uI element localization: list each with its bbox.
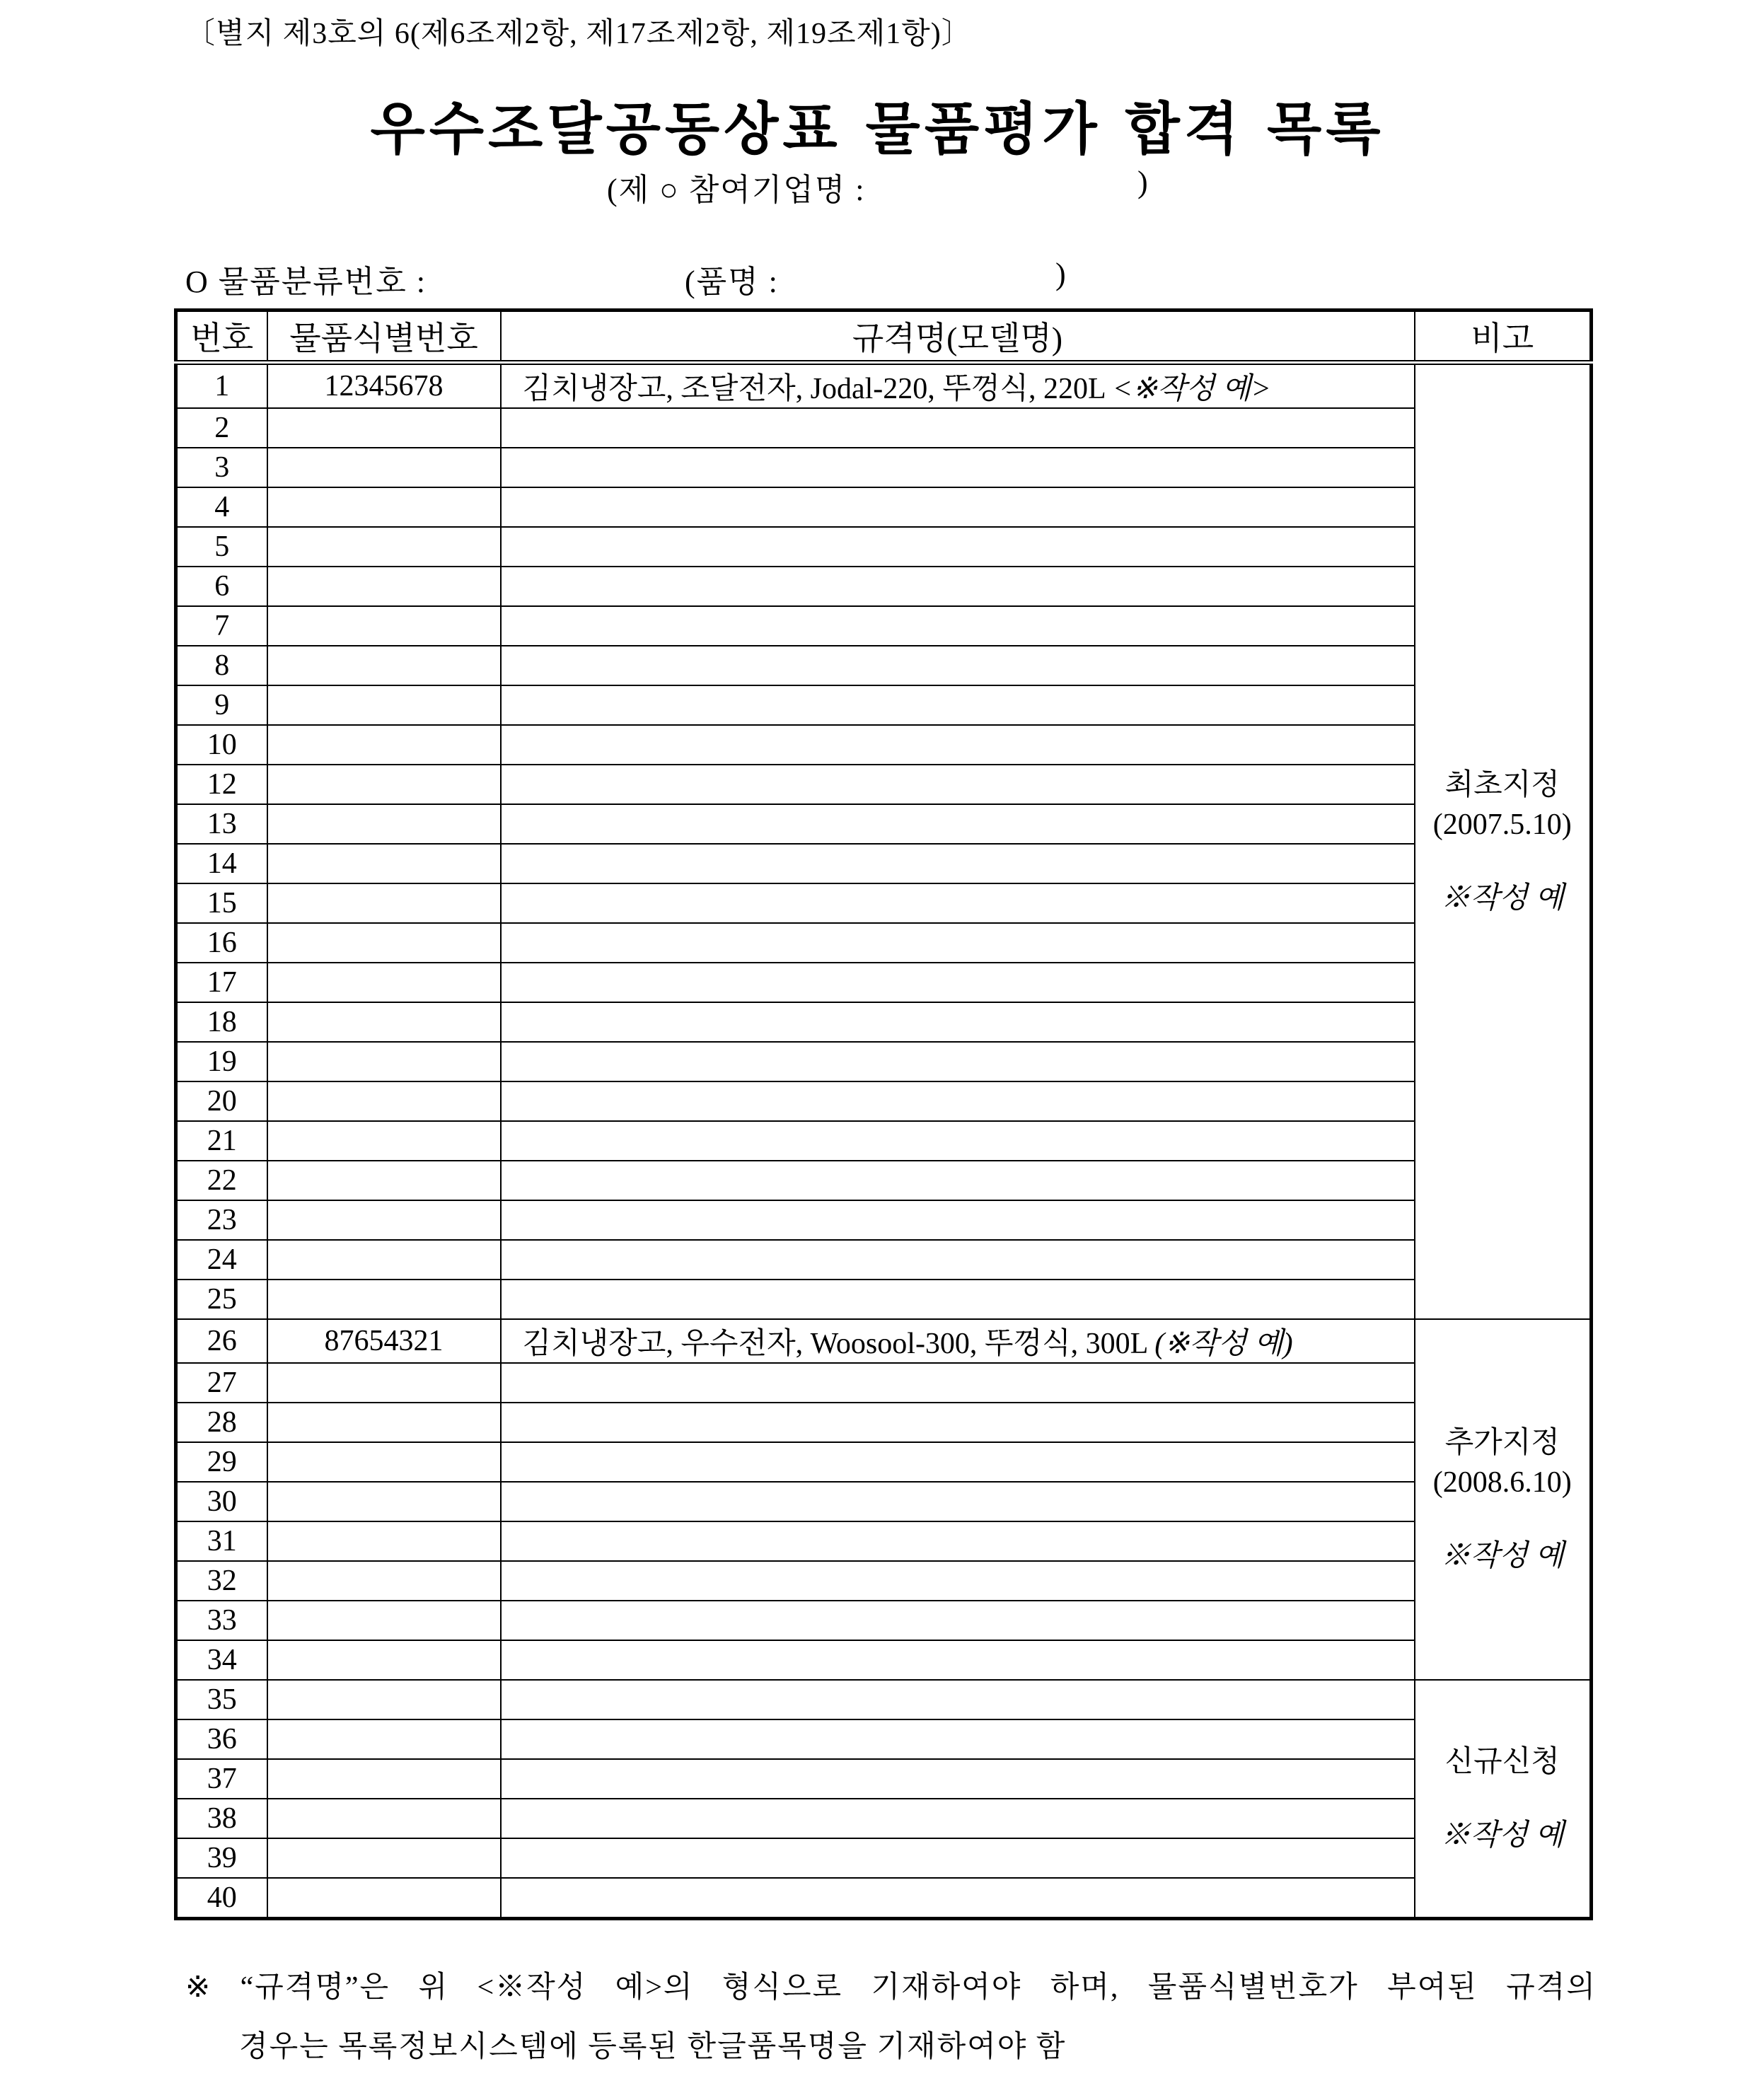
spec-name-cell[interactable] bbox=[501, 1878, 1415, 1919]
product-name-close: ) bbox=[1055, 257, 1067, 291]
item-id-cell[interactable] bbox=[267, 1280, 501, 1319]
row-number: 15 bbox=[176, 883, 267, 923]
item-id-cell[interactable] bbox=[267, 1403, 501, 1442]
row-number: 1 bbox=[176, 363, 267, 409]
item-id-cell[interactable] bbox=[267, 1240, 501, 1280]
item-id-cell[interactable] bbox=[267, 685, 501, 725]
item-id-cell[interactable] bbox=[267, 844, 501, 883]
spec-name-cell[interactable] bbox=[501, 1200, 1415, 1240]
spec-name-cell[interactable] bbox=[501, 527, 1415, 567]
item-id-cell[interactable] bbox=[267, 1121, 501, 1161]
item-id-cell[interactable] bbox=[267, 1838, 501, 1878]
item-id-cell[interactable] bbox=[267, 804, 501, 844]
row-number: 20 bbox=[176, 1081, 267, 1121]
spec-name-cell[interactable] bbox=[501, 963, 1415, 1002]
spec-name-cell[interactable] bbox=[501, 1640, 1415, 1680]
row-number: 16 bbox=[176, 923, 267, 963]
row-number: 7 bbox=[176, 606, 267, 646]
remark-example-note: ※작성 예 bbox=[1440, 1540, 1564, 1572]
footnote-word: 하며, bbox=[1050, 1971, 1120, 2004]
row-number: 18 bbox=[176, 1002, 267, 1042]
item-id-cell[interactable] bbox=[267, 646, 501, 685]
row-number: 2 bbox=[176, 408, 267, 448]
spec-name-cell[interactable] bbox=[501, 1482, 1415, 1521]
table-header-row bbox=[176, 311, 1592, 363]
table-row bbox=[176, 1878, 1592, 1919]
form-number: 〔별지 제3호의 6(제6조제2항, 제17조제2항, 제19조제1항)〕 bbox=[185, 18, 972, 50]
item-id-cell[interactable] bbox=[267, 765, 501, 804]
table-row bbox=[176, 1759, 1592, 1799]
spec-name-cell[interactable] bbox=[501, 1363, 1415, 1403]
footnote-word: 부여된 bbox=[1387, 1971, 1478, 2004]
table-row bbox=[176, 1838, 1592, 1878]
item-id-cell[interactable] bbox=[267, 963, 501, 1002]
row-number: 22 bbox=[176, 1161, 267, 1200]
row-number: 21 bbox=[176, 1121, 267, 1161]
spec-name-cell[interactable] bbox=[501, 1280, 1415, 1319]
item-id-cell[interactable] bbox=[267, 567, 501, 606]
table-row bbox=[176, 1319, 1592, 1363]
remark-label: 신규신청 bbox=[1444, 1746, 1560, 1778]
row-number: 19 bbox=[176, 1042, 267, 1081]
spec-text: 김치냉장고, 조달전자, Jodal-220, 뚜껑식, 220L bbox=[522, 373, 1113, 405]
table-row bbox=[176, 527, 1592, 567]
table-row bbox=[176, 1002, 1592, 1042]
spec-name-cell[interactable] bbox=[501, 646, 1415, 685]
spec-name-cell[interactable] bbox=[501, 606, 1415, 646]
spec-name-cell[interactable] bbox=[501, 487, 1415, 527]
spec-example-note: <※작성 예> bbox=[1112, 373, 1271, 405]
table-row bbox=[176, 1403, 1592, 1442]
spec-name-cell[interactable] bbox=[501, 804, 1415, 844]
item-id-cell[interactable] bbox=[267, 725, 501, 765]
spec-name-cell[interactable] bbox=[501, 923, 1415, 963]
item-id-cell[interactable] bbox=[267, 1002, 501, 1042]
footnote-word: 기재하여야 bbox=[871, 1971, 1022, 2004]
footnote-word: 위 bbox=[418, 1971, 449, 2004]
footnote-word: “규격명”은 bbox=[240, 1971, 390, 2004]
footnote-word: <※작성 bbox=[477, 1971, 587, 2004]
row-number: 4 bbox=[176, 487, 267, 527]
table-row bbox=[176, 408, 1592, 448]
footnote bbox=[185, 1958, 1597, 2077]
footnote-word: ※ bbox=[185, 1971, 212, 2004]
spec-name-cell[interactable] bbox=[501, 1799, 1415, 1838]
table-row bbox=[176, 1363, 1592, 1403]
participant-company-label: (제 ○ 참여기업명 : bbox=[607, 173, 866, 207]
table-row bbox=[176, 1442, 1592, 1482]
remark-cell bbox=[1415, 1680, 1592, 1919]
item-id-cell[interactable]: 12345678 bbox=[267, 363, 501, 409]
row-number: 35 bbox=[176, 1680, 267, 1719]
classification-line bbox=[185, 256, 1176, 298]
classification-number-label: O 물품분류번호 : bbox=[185, 265, 427, 299]
row-number: 36 bbox=[176, 1719, 267, 1759]
item-id-cell[interactable] bbox=[267, 1640, 501, 1680]
row-number: 29 bbox=[176, 1442, 267, 1482]
table-row bbox=[176, 1521, 1592, 1561]
footnote-line-2: 경우는 목록정보시스템에 등록된 한글품목명을 기재하여야 함 bbox=[239, 2031, 1067, 2063]
footnote-line-1 bbox=[185, 1958, 1597, 2017]
table-row bbox=[176, 646, 1592, 685]
table-row bbox=[176, 487, 1592, 527]
spec-name-cell[interactable] bbox=[501, 883, 1415, 923]
table-row bbox=[176, 883, 1592, 923]
item-id-cell[interactable] bbox=[267, 883, 501, 923]
spec-name-cell[interactable] bbox=[501, 1759, 1415, 1799]
item-id-cell[interactable] bbox=[267, 1482, 501, 1521]
row-number: 5 bbox=[176, 527, 267, 567]
row-number: 27 bbox=[176, 1363, 267, 1403]
item-id-cell[interactable]: 87654321 bbox=[267, 1319, 501, 1363]
spec-name-cell[interactable] bbox=[501, 1442, 1415, 1482]
table-row bbox=[176, 1799, 1592, 1838]
table-row bbox=[176, 963, 1592, 1002]
footnote-word: 규격의 bbox=[1506, 1971, 1597, 2004]
product-name-label: (품명 : bbox=[685, 265, 779, 299]
remark-cell bbox=[1415, 363, 1592, 1320]
header-item-id: 물품식별번호 bbox=[267, 311, 501, 363]
table-row bbox=[176, 1482, 1592, 1521]
spec-example-note: (※작성 예) bbox=[1154, 1328, 1293, 1360]
table-row bbox=[176, 1561, 1592, 1601]
spec-name-cell[interactable] bbox=[501, 765, 1415, 804]
row-number: 14 bbox=[176, 844, 267, 883]
spec-name-cell[interactable] bbox=[501, 1719, 1415, 1759]
row-number: 6 bbox=[176, 567, 267, 606]
item-id-cell[interactable] bbox=[267, 1081, 501, 1121]
remark-example-note: ※작성 예 bbox=[1440, 882, 1564, 915]
participant-company-line bbox=[607, 164, 1149, 209]
table-row bbox=[176, 1640, 1592, 1680]
item-id-cell[interactable] bbox=[267, 1759, 501, 1799]
remark-example-note: ※작성 예 bbox=[1440, 1819, 1564, 1852]
item-id-cell[interactable] bbox=[267, 1521, 501, 1561]
spec-name-cell[interactable] bbox=[501, 1121, 1415, 1161]
row-number: 28 bbox=[176, 1403, 267, 1442]
row-number: 23 bbox=[176, 1200, 267, 1240]
spec-name-cell[interactable] bbox=[501, 1002, 1415, 1042]
document-title: 우수조달공동상표 물품평가 합격 목록 bbox=[370, 96, 1385, 162]
item-id-cell[interactable] bbox=[267, 1878, 501, 1919]
table-row bbox=[176, 1601, 1592, 1640]
row-number: 8 bbox=[176, 646, 267, 685]
passed-items-table bbox=[174, 308, 1593, 1920]
table-row bbox=[176, 363, 1592, 409]
spec-name-cell[interactable] bbox=[501, 408, 1415, 448]
row-number: 26 bbox=[176, 1319, 267, 1363]
remark-cell bbox=[1415, 1319, 1592, 1680]
item-id-cell[interactable] bbox=[267, 1442, 501, 1482]
remark-label: 최초지정 bbox=[1444, 769, 1560, 801]
remark-label: 추가지정 bbox=[1444, 1427, 1560, 1459]
row-number: 25 bbox=[176, 1280, 267, 1319]
footnote-word: 물품식별번호가 bbox=[1147, 1971, 1359, 2004]
spec-name-cell[interactable] bbox=[501, 567, 1415, 606]
item-id-cell[interactable] bbox=[267, 1680, 501, 1719]
table-row bbox=[176, 725, 1592, 765]
table-row bbox=[176, 1081, 1592, 1121]
header-number: 번호 bbox=[176, 311, 267, 363]
remark-date: (2007.5.10) bbox=[1432, 808, 1572, 841]
table-row bbox=[176, 606, 1592, 646]
spec-name-cell[interactable] bbox=[501, 1601, 1415, 1640]
item-id-cell[interactable] bbox=[267, 448, 501, 487]
table-row bbox=[176, 1280, 1592, 1319]
table-row bbox=[176, 567, 1592, 606]
item-id-cell[interactable] bbox=[267, 923, 501, 963]
item-id-cell[interactable] bbox=[267, 1200, 501, 1240]
table-row bbox=[176, 1680, 1592, 1719]
row-number: 34 bbox=[176, 1640, 267, 1680]
table-row bbox=[176, 1200, 1592, 1240]
row-number: 24 bbox=[176, 1240, 267, 1280]
item-id-cell[interactable] bbox=[267, 1799, 501, 1838]
table-row bbox=[176, 844, 1592, 883]
row-number: 37 bbox=[176, 1759, 267, 1799]
table-row bbox=[176, 1719, 1592, 1759]
spec-name-cell[interactable] bbox=[501, 685, 1415, 725]
item-id-cell[interactable] bbox=[267, 1561, 501, 1601]
spec-name-cell[interactable] bbox=[501, 1081, 1415, 1121]
spec-name-cell[interactable] bbox=[501, 1521, 1415, 1561]
table-row bbox=[176, 923, 1592, 963]
table-row bbox=[176, 765, 1592, 804]
row-number: 9 bbox=[176, 685, 267, 725]
row-number: 40 bbox=[176, 1878, 267, 1919]
table-row bbox=[176, 1042, 1592, 1081]
table-row bbox=[176, 685, 1592, 725]
spec-name-cell[interactable] bbox=[501, 448, 1415, 487]
spec-name-cell[interactable] bbox=[501, 1042, 1415, 1081]
remark-date: (2008.6.10) bbox=[1432, 1466, 1572, 1499]
item-id-cell[interactable] bbox=[267, 1601, 501, 1640]
row-number: 33 bbox=[176, 1601, 267, 1640]
item-id-cell[interactable] bbox=[267, 1161, 501, 1200]
spec-name-cell[interactable] bbox=[501, 725, 1415, 765]
spec-name-cell[interactable] bbox=[501, 1319, 1415, 1363]
item-id-cell[interactable] bbox=[267, 1042, 501, 1081]
row-number: 39 bbox=[176, 1838, 267, 1878]
spec-name-cell[interactable] bbox=[501, 844, 1415, 883]
row-number: 30 bbox=[176, 1482, 267, 1521]
footnote-word: 형식으로 bbox=[722, 1971, 843, 2004]
table-row bbox=[176, 1161, 1592, 1200]
participant-company-close: ) bbox=[1137, 165, 1149, 199]
spec-name-cell[interactable] bbox=[501, 1403, 1415, 1442]
table-row bbox=[176, 1121, 1592, 1161]
item-id-cell[interactable] bbox=[267, 1719, 501, 1759]
row-number: 31 bbox=[176, 1521, 267, 1561]
table-row bbox=[176, 448, 1592, 487]
row-number: 10 bbox=[176, 725, 267, 765]
row-number: 38 bbox=[176, 1799, 267, 1838]
spec-text: 김치냉장고, 우수전자, Woosool-300, 뚜껑식, 300L bbox=[522, 1328, 1155, 1360]
item-id-cell[interactable] bbox=[267, 527, 501, 567]
spec-name-cell[interactable] bbox=[501, 1161, 1415, 1200]
row-number: 3 bbox=[176, 448, 267, 487]
item-id-cell[interactable] bbox=[267, 408, 501, 448]
spec-name-cell[interactable] bbox=[501, 1838, 1415, 1878]
row-number: 12 bbox=[176, 765, 267, 804]
spec-name-cell[interactable] bbox=[501, 1680, 1415, 1719]
spec-name-cell[interactable] bbox=[501, 1240, 1415, 1280]
table-row bbox=[176, 804, 1592, 844]
row-number: 13 bbox=[176, 804, 267, 844]
header-remarks: 비고 bbox=[1415, 311, 1592, 363]
item-id-cell[interactable] bbox=[267, 1363, 501, 1403]
footnote-word: 예>의 bbox=[615, 1971, 694, 2004]
spec-name-cell[interactable] bbox=[501, 1561, 1415, 1601]
table-row bbox=[176, 1240, 1592, 1280]
item-id-cell[interactable] bbox=[267, 606, 501, 646]
row-number: 17 bbox=[176, 963, 267, 1002]
header-spec-name: 규격명(모델명) bbox=[501, 311, 1415, 363]
row-number: 32 bbox=[176, 1561, 267, 1601]
spec-name-cell[interactable] bbox=[501, 363, 1415, 409]
item-id-cell[interactable] bbox=[267, 487, 501, 527]
